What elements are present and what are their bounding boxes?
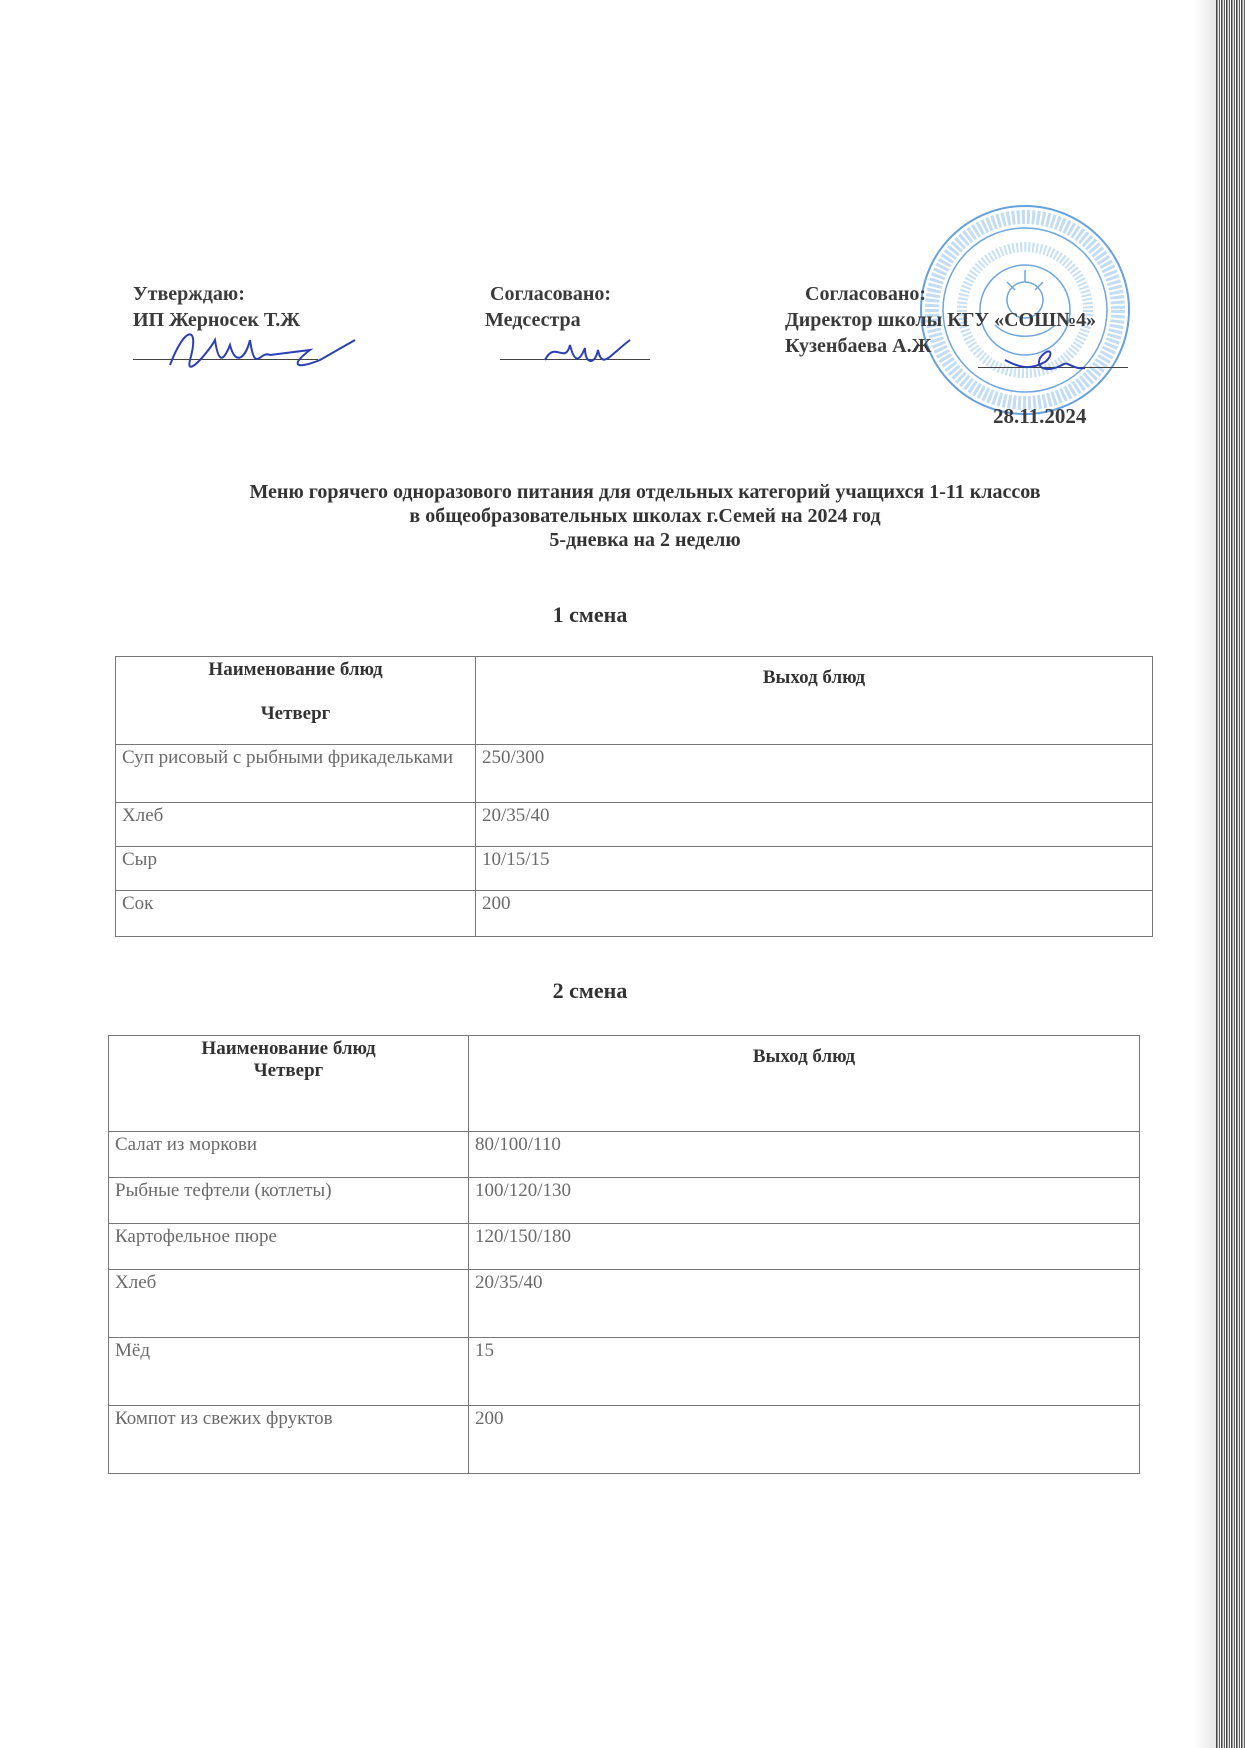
dish-cell: Суп рисовый с рыбными фрикадельками (116, 745, 476, 803)
agreed-nurse-title: Согласовано: (490, 283, 612, 305)
yield-column-header (476, 657, 1153, 745)
yield-cell: 250/300 (476, 745, 1153, 803)
dish-cell: Хлеб (109, 1270, 469, 1338)
table-row (116, 803, 1153, 847)
agreed-nurse-block (485, 281, 611, 333)
table-row (109, 1338, 1140, 1406)
dish-cell: Компот из свежих фруктов (109, 1406, 469, 1474)
dish-column-header (109, 1036, 469, 1132)
scanned-page-edge (1216, 0, 1246, 1748)
title-line-1: Меню горячего одноразового питания для отдельных категорий учащихся 1-11 классов (249, 481, 1041, 503)
yield-cell: 100/120/130 (469, 1178, 1140, 1224)
weekday-label: Четверг (260, 703, 331, 724)
table-row (109, 1406, 1140, 1474)
agreed-director-role: Директор школы КГУ «СОШ№4» (785, 309, 1097, 331)
table-row (109, 1224, 1140, 1270)
page-edge-shadow (1194, 0, 1216, 1748)
approval-date: 28.11.2024 (993, 404, 1087, 428)
approve-name: ИП Жерносек Т.Ж (133, 309, 301, 331)
table-header-row (116, 657, 1153, 745)
dish-header-label: Наименование блюд (201, 1038, 376, 1059)
yield-cell: 15 (469, 1338, 1140, 1406)
dish-cell: Картофельное пюре (109, 1224, 469, 1270)
dish-cell: Мёд (109, 1338, 469, 1406)
dish-header-label: Наименование блюд (208, 659, 383, 680)
shift-2-table (108, 1035, 1140, 1474)
yield-cell: 200 (476, 891, 1153, 937)
agreed-director-name: Кузенбаева А.Ж (785, 335, 932, 357)
agreed-director-title: Согласовано: (805, 283, 927, 305)
document-title (120, 480, 1170, 552)
dish-cell: Сок (116, 891, 476, 937)
shift-1-table (115, 656, 1153, 937)
title-line-3: 5-дневка на 2 неделю (549, 529, 741, 551)
yield-cell: 20/35/40 (469, 1270, 1140, 1338)
nurse-signature (540, 330, 640, 380)
yield-cell: 10/15/15 (476, 847, 1153, 891)
dish-cell: Салат из моркови (109, 1132, 469, 1178)
yield-cell: 20/35/40 (476, 803, 1153, 847)
table-row (116, 847, 1153, 891)
approve-signature (160, 320, 360, 390)
director-signature (1000, 340, 1090, 380)
table-header-row (109, 1036, 1140, 1132)
table-row (109, 1178, 1140, 1224)
yield-cell: 200 (469, 1406, 1140, 1474)
yield-column-header (469, 1036, 1140, 1132)
dish-cell: Хлеб (116, 803, 476, 847)
table-row (109, 1132, 1140, 1178)
dish-column-header (116, 657, 476, 745)
yield-cell: 80/100/110 (469, 1132, 1140, 1178)
table-row (116, 745, 1153, 803)
title-line-2: в общеобразовательных школах г.Семей на 2024 год (409, 505, 881, 527)
dish-cell: Рыбные тефтели (котлеты) (109, 1178, 469, 1224)
dish-cell: Сыр (116, 847, 476, 891)
agreed-nurse-name: Медсестра (485, 309, 581, 331)
shift-2-heading: 2 смена (552, 978, 628, 1003)
weekday-label: Четверг (253, 1060, 324, 1081)
table-row (116, 891, 1153, 937)
shift-1-heading: 1 смена (552, 602, 628, 627)
table-row (109, 1270, 1140, 1338)
yield-cell: 120/150/180 (469, 1224, 1140, 1270)
yield-header-label: Выход блюд (752, 1046, 856, 1067)
approve-title: Утверждаю: (133, 283, 245, 305)
yield-header-label: Выход блюд (762, 667, 866, 688)
